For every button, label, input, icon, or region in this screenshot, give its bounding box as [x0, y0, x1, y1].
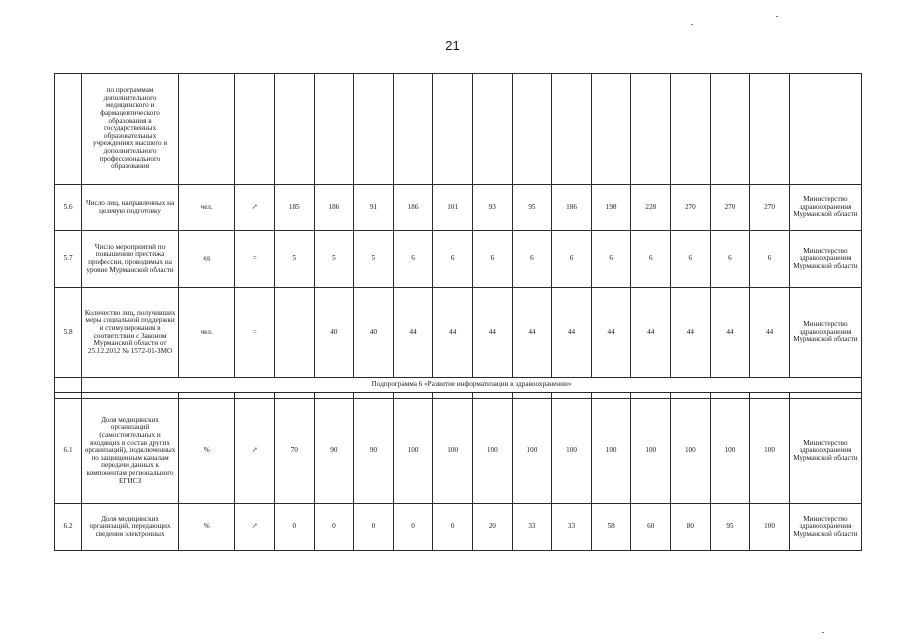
indicator-name-continuation: по программам дополнительного медицинского и фармацевтического образования в государственных образовательных учреждениях высшего и дополнительного профессионального образования [82, 74, 179, 185]
value-cell: 0 [314, 504, 354, 551]
value-cell: 40 [314, 288, 354, 378]
value-cell: 100 [591, 399, 631, 504]
value-cell: 58 [591, 504, 631, 551]
value-cell: 185 [274, 185, 314, 231]
value-cell: 0 [433, 504, 473, 551]
value-cell: 100 [512, 399, 552, 504]
table-row-continuation [55, 74, 862, 185]
trend-cell: = [235, 288, 275, 378]
value-cell: 186 [393, 185, 433, 231]
value-cell: 270 [710, 185, 750, 231]
value-cell: 6 [750, 231, 790, 288]
table-row [55, 185, 862, 231]
value-cell: 0 [274, 504, 314, 551]
value-cell: 5 [354, 231, 394, 288]
value-cell: 6 [631, 231, 671, 288]
value-cell: 6 [710, 231, 750, 288]
table-row [55, 504, 862, 551]
indicator-name: Доля медицинских организаций (самостоятельных и входящих в состав других организаций), подключенных по защищенным каналам передачи данных к компонентам регионального ЕГИСЗ [82, 399, 179, 504]
value-cell: 44 [512, 288, 552, 378]
value-cell: 270 [671, 185, 711, 231]
value-cell: 100 [473, 399, 513, 504]
indicator-name: Доля медицинских организаций, передающих сведения электронных [82, 504, 179, 551]
indicator-name: Число лиц, направленных на целевую подготовку [82, 185, 179, 231]
responsible-cell: Министерство здравоохранения Мурманской области [789, 288, 861, 378]
subprogram-row [55, 378, 862, 393]
indicator-name: Количество лиц, получивших меры социальной поддержки и стимулирования в соответствии с Законом Мурманской области от 25.12.2012 № 1572-01-ЗМО [82, 288, 179, 378]
value-cell: 100 [552, 399, 592, 504]
value-cell: 44 [631, 288, 671, 378]
value-cell: 20 [473, 504, 513, 551]
trend-cell: ↗ [235, 185, 275, 231]
responsible-cell: Министерство здравоохранения Мурманской области [789, 504, 861, 551]
value-cell: 100 [433, 399, 473, 504]
value-cell: 101 [433, 185, 473, 231]
responsible-cell: Министерство здравоохранения Мурманской области [789, 231, 861, 288]
scan-speck [776, 16, 778, 17]
unit-cell: % [179, 399, 235, 504]
value-cell: 60 [631, 504, 671, 551]
value-cell: 93 [473, 185, 513, 231]
responsible-cell: Министерство здравоохранения Мурманской области [789, 399, 861, 504]
value-cell: 44 [710, 288, 750, 378]
value-cell: 100 [631, 399, 671, 504]
value-cell: 6 [552, 231, 592, 288]
value-cell: 33 [512, 504, 552, 551]
value-cell: 0 [354, 504, 394, 551]
trend-cell: ↗ [235, 399, 275, 504]
value-cell: 44 [591, 288, 631, 378]
page-number: 21 [445, 38, 460, 53]
value-cell: 44 [433, 288, 473, 378]
value-cell: 6 [591, 231, 631, 288]
value-cell: 70 [274, 399, 314, 504]
trend-cell: ↗ [235, 504, 275, 551]
unit-cell: ед [179, 231, 235, 288]
table-row [55, 399, 862, 504]
trend-cell: = [235, 231, 275, 288]
indicator-name: Число мероприятий по повышению престижа профессии, проводимых на уровне Мурманской области [82, 231, 179, 288]
value-cell: 228 [631, 185, 671, 231]
value-cell: 100 [750, 399, 790, 504]
value-cell: 91 [354, 185, 394, 231]
value-cell: 100 [710, 399, 750, 504]
value-cell: 186 [552, 185, 592, 231]
table-row [55, 231, 862, 288]
table-row [55, 288, 862, 378]
value-cell: 6 [512, 231, 552, 288]
value-cell: 44 [473, 288, 513, 378]
value-cell: 80 [671, 504, 711, 551]
value-cell: 44 [671, 288, 711, 378]
row-number: 5.6 [55, 185, 82, 231]
value-cell: 40 [354, 288, 394, 378]
unit-cell: чел. [179, 185, 235, 231]
value-cell: 186 [314, 185, 354, 231]
scan-speck [822, 632, 824, 633]
value-cell: 90 [314, 399, 354, 504]
responsible-cell: Министерство здравоохранения Мурманской области [789, 185, 861, 231]
value-cell: 90 [354, 399, 394, 504]
value-cell: 198 [591, 185, 631, 231]
value-cell: 44 [393, 288, 433, 378]
scan-speck [691, 24, 693, 25]
value-cell: 95 [710, 504, 750, 551]
value-cell: 5 [314, 231, 354, 288]
value-cell: 5 [274, 231, 314, 288]
value-cell: 100 [750, 504, 790, 551]
value-cell: 6 [671, 231, 711, 288]
row-number: 6.2 [55, 504, 82, 551]
value-cell: 100 [671, 399, 711, 504]
value-cell: 95 [512, 185, 552, 231]
row-number: 5.7 [55, 231, 82, 288]
value-cell: 6 [393, 231, 433, 288]
value-cell: 44 [750, 288, 790, 378]
value-cell: 6 [433, 231, 473, 288]
value-cell: 6 [473, 231, 513, 288]
value-cell: 0 [393, 504, 433, 551]
subprogram-title: Подпрограмма 6 «Развитие информатизации в здравоохранении» [82, 378, 862, 393]
value-cell: 44 [552, 288, 592, 378]
row-number: 6.1 [55, 399, 82, 504]
value-cell: 100 [393, 399, 433, 504]
row-number: 5.8 [55, 288, 82, 378]
value-cell: 270 [750, 185, 790, 231]
indicators-table [54, 73, 862, 551]
value-cell [274, 288, 314, 378]
unit-cell: чел. [179, 288, 235, 378]
unit-cell: % [179, 504, 235, 551]
value-cell: 33 [552, 504, 592, 551]
